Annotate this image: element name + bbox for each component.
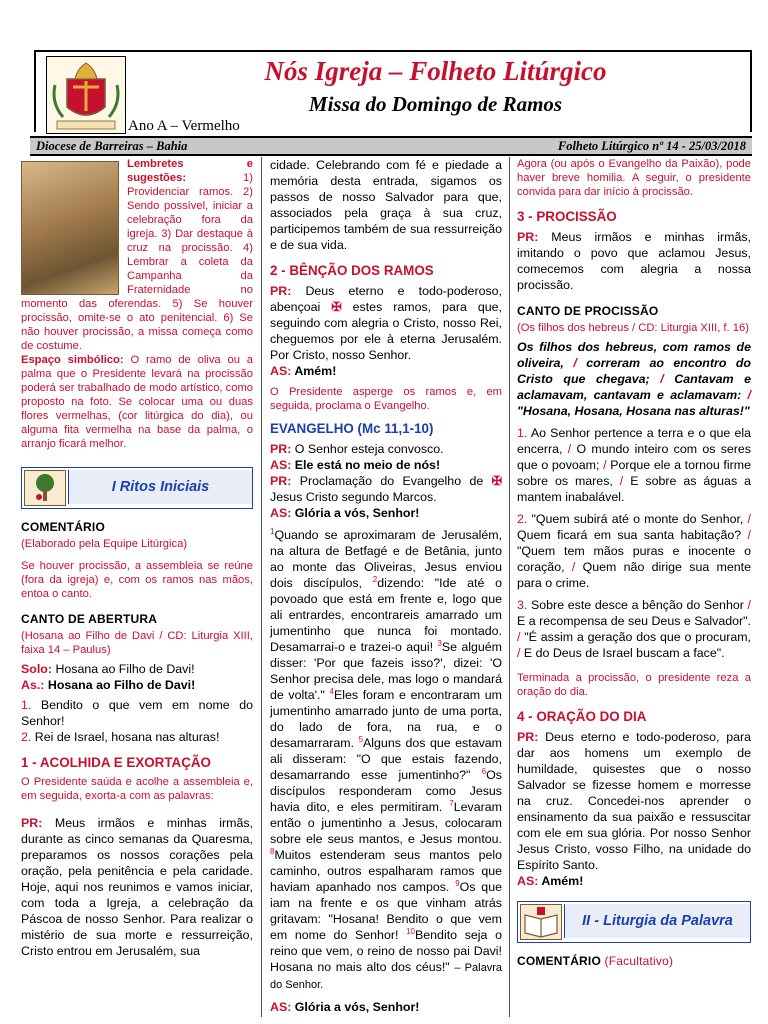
page-subtitle: Missa do Domingo de Ramos [308, 92, 563, 116]
stanza-line: E do Deus de Israel buscam a face". [523, 646, 725, 660]
acolhida-prayer [21, 815, 253, 959]
gospel-text [270, 527, 502, 993]
ev-line [270, 473, 502, 505]
pr-label: PR: [21, 816, 43, 830]
ev-pr2a: Proclamação do Evangelho de [299, 474, 484, 488]
verse-number: 9 [455, 878, 460, 888]
lembretes-label: Lembretes e sugestões: [127, 158, 253, 184]
ev-line [270, 999, 502, 1015]
verse-line: 2. Rei de Israel, hosana nas alturas! [21, 730, 220, 744]
palavra-do-senhor: – Palavra do Senhor. [270, 962, 502, 991]
ritos-iniciais-title: I Ritos Iniciais [68, 470, 252, 504]
pr-label: PR: [517, 230, 539, 244]
ev-pr1: O Senhor esteja convosco. [294, 442, 444, 456]
procissao-prayer [517, 229, 751, 293]
column-divider [261, 157, 262, 1017]
diocese-crest-logo [46, 56, 126, 134]
verse-1: Bendito o que vem em nome do Senhor! [21, 698, 253, 728]
stanza-line: E sobre as águas a mantem inabalável. [517, 474, 751, 504]
lembretes-text: 1) Providenciar ramos. 2) Sendo possível, iniciar a celebração fora da igreja. 3) Dar destaque à cruz na procissão. 4) Lembrar a coleta da Campanha da Fraternidade no momento das oferendas. 5) Se houver procissão, omite-se o ato penitencial. 6) Se não houver procissão, a missa começa como de costume. [21, 172, 253, 352]
tree-icon [24, 470, 66, 506]
slash-separator: / [619, 474, 624, 488]
slash-separator: / [603, 458, 607, 472]
refrao-part: Cantavam e aclamavam, cantavam e aclamavam: [517, 372, 751, 402]
continuation-text: cidade. Celebrando com fé e piedade a memória desta entrada, sigamos os passos de nosso Salvador para que, associados pela graça à sua cruz, participemos também de sua ressurreição e de sua vida. [270, 158, 502, 252]
as-label: As.: [21, 678, 45, 692]
stanza-number: 1. [517, 426, 528, 440]
verse-number: 3 [437, 638, 442, 648]
bencao-text-b: estes ramos, para que, seguindo com alegria o Cristo, nosso Rei, cheguemos por ele à eterna Jerusalém. Por Cristo, nosso Senhor. [270, 300, 502, 362]
verse-number: 1 [270, 526, 275, 536]
stanza-line: "É assim a geração dos que o procuram, [524, 630, 751, 644]
verse-2: Rei de Israel, hosana nas alturas! [34, 730, 220, 744]
column-3 [517, 157, 751, 971]
verse-text: Os discípulos responderam como Jesus havia dito, e eles permitiram. [270, 768, 502, 814]
pr-label: PR: [270, 284, 292, 298]
solo-line [21, 661, 253, 677]
homilia-note: Agora (ou após o Evangelho da Paixão), pode haver breve homilia. A seguir, o presidente convida para dar início à procissão. [517, 158, 751, 198]
refrao [517, 339, 751, 419]
procissao-text: Meus irmãos e minhas irmãs, imitando o povo que aclamou Jesus, comecemos com alegria a nossa procissão. [517, 230, 751, 292]
bencao-prayer [270, 283, 502, 363]
cross-icon: ✠ [491, 474, 503, 488]
acolhida-note: O Presidente saúda e acolhe a assembleia e, em seguida, exorta-a com as palavras: [21, 776, 253, 802]
canto-abertura-heading: CANTO DE ABERTURA [21, 612, 158, 626]
slash-separator: / [747, 388, 751, 402]
pr-label: PR: [270, 442, 292, 456]
as-text: Hosana ao Filho de Davi! [47, 678, 196, 692]
solo-text: Hosana ao Filho de Davi! [55, 662, 195, 676]
as-label: AS: [270, 506, 292, 520]
stanza-2 [517, 511, 751, 591]
terminada-note: Terminada a procissão, o presidente reza a oração do dia. [517, 672, 751, 698]
verse-number: 7 [449, 798, 454, 808]
stanza-line: "Quem tem mãos puras e inocente o coração, [517, 544, 751, 574]
as-label: AS: [270, 1000, 292, 1014]
column-divider [509, 157, 510, 1017]
palm-sunday-image [21, 161, 119, 295]
comentario-heading [517, 953, 751, 969]
refrao-part: correram ao encontro do Cristo que chegava; [517, 356, 752, 386]
as-label: AS: [517, 874, 539, 888]
as-line [270, 363, 502, 379]
cross-icon: ✠ [331, 300, 342, 314]
canto-procissao-ref: (Os filhos dos hebreus / CD: Liturgia XIII, f. 16) [517, 322, 749, 334]
verse-line: 1. Bendito o que vem em nome do Senhor! [21, 698, 253, 728]
stanza-line: Ao Senhor pertence a terra e o que ela encerra, [517, 426, 751, 456]
espaco-text: O ramo de oliva ou a palma que o Presidente levará na procissão poderá ser trabalhado de modo artístico, como proposto na foto. Se colocar uma ou duas flores vermelhas, (cor litúrgica do dia), ou alguma fita vermelha na base da palma, o arranjo ficará melhor. [21, 354, 253, 450]
verse-text: dizendo: "Ide até o povoado que está em frente e, logo que ali entrardes, encontrareis amarrado um jumentinho que nunca foi montado. Desamarrai-o e trazei-o aqui! [270, 576, 502, 654]
acolhida-text: Meus irmãos e minhas irmãs, durante as cinco semanas da Quaresma, preparamos os nossos corações pela oração, pela penitência e pela caridade. Hoje, aqui nos reunimos e vamos iniciar, com toda a Igreja, a celebração da Páscoa de nosso Senhor. Para realizar o mistério de sua morte e ressurreição, Cristo entrou em Jerusalém, sua [21, 816, 253, 958]
ritos-iniciais-box [21, 467, 253, 509]
canto-abertura-ref: (Hosana ao Filho de Davi / CD: Liturgia XIII, faixa 14 – Paulus) [21, 630, 253, 656]
ev-line [270, 441, 502, 457]
bencao-heading: 2 - BÊNÇÃO DOS RAMOS [270, 263, 434, 278]
stanza-number: 2. [517, 512, 528, 526]
solo-label: Solo: [21, 662, 52, 676]
espaco-label: Espaço simbólico: [21, 354, 124, 366]
comentario-note: (Facultativo) [604, 954, 674, 968]
ev-as3: Glória a vós, Senhor! [294, 1000, 420, 1014]
stanza-line: O mundo inteiro com os seres que o povoam; [517, 442, 752, 472]
book-icon [520, 904, 562, 940]
liturgia-palavra-box [517, 901, 751, 943]
asperge-note: O Presidente asperge os ramos e, em seguida, proclama o Evangelho. [270, 386, 502, 412]
liturgical-year: Ano A – Vermelho [128, 118, 240, 134]
verse-number: 2 [372, 574, 378, 584]
ev-pr2b: Jesus Cristo segundo Marcos. [270, 490, 437, 504]
page-title: Nós Igreja – Folheto Litúrgico [264, 56, 607, 86]
liturgia-palavra-title: II - Liturgia da Palavra [564, 904, 750, 938]
slash-separator: / [660, 372, 664, 386]
slash-separator: / [517, 630, 521, 644]
verse-text: Muitos estenderam seus mantos pelo caminho, outros espalharam ramos que haviam apanhado nos campos. [270, 848, 502, 894]
as-label: AS: [270, 458, 292, 472]
canto-procissao-heading: CANTO DE PROCISSÃO [517, 304, 659, 318]
comentario-heading: COMENTÁRIO [21, 520, 105, 534]
as-line [21, 677, 253, 693]
verse-text: Os que iam na frente e os que vinham atrás gritavam: "Hosana! Bendito o que vem em nome do Senhor! [270, 880, 502, 942]
issue-label: Folheto Litúrgico nº 14 - 25/03/2018 [557, 139, 746, 153]
pr-label: PR: [270, 474, 292, 488]
verse-text: Levaram então o jumentinho a Jesus, colocaram sobre ele seus mantos, e Jesus montou. [270, 800, 502, 846]
comentario-text: Se houver procissão, a assembleia se reúne (fora da igreja) e, com os ramos nas mãos, entoa o canto. [21, 560, 253, 600]
ev-as2: Glória a vós, Senhor! [294, 506, 420, 520]
stanza-line: Quem não dirige sua mente para o crime. [517, 560, 751, 590]
ev-as1: Ele está no meio de nós! [294, 458, 441, 472]
stanza-line: Porque ele a tornou firme sobre os mares, [517, 458, 751, 488]
stanza-3 [517, 597, 751, 661]
evangelho-heading: EVANGELHO (Mc 11,1-10) [270, 421, 434, 436]
verse-number: 6 [481, 766, 487, 776]
comentario-label: COMENTÁRIO [517, 954, 601, 968]
info-bar [30, 136, 752, 156]
stanza-line: "Quem subirá até o monte do Senhor, [531, 512, 744, 526]
ev-line [270, 457, 502, 473]
espaco-paragraph [21, 353, 253, 451]
verse-text: Eles foram e encontraram um jumentinho amarrado junto de uma porta, do lado de fora, na rua, e o desamarraram. [270, 688, 502, 750]
verse-text: Quando se aproximaram de Jerusalém, na altura de Betfagé e de Betânia, junto ao monte das Oliveiras, Jesus enviou dois discípulos, [270, 528, 502, 590]
column-2 [270, 157, 502, 1015]
procissao-heading: 3 - PROCISSÃO [517, 209, 617, 224]
as-label: AS: [270, 364, 292, 378]
stanza-line: Quem ficará em sua santa habitação? [517, 528, 742, 542]
as-line [517, 873, 751, 889]
refrao-part: "Hosana, Hosana, Hosana nas alturas!" [517, 404, 750, 418]
diocese-label: Diocese de Barreiras – Bahia [36, 139, 188, 153]
verse-number: 5 [358, 734, 364, 744]
amen-text: Amém! [294, 364, 337, 378]
column-1 [21, 157, 253, 959]
stanza-line: Sobre este desce a bênção do Senhor [531, 598, 744, 612]
pr-label: PR: [517, 730, 539, 744]
acolhida-heading: 1 - ACOLHIDA E EXORTAÇÃO [21, 755, 211, 770]
slash-separator: / [571, 560, 576, 574]
ev-line [270, 505, 502, 521]
amen-text: Amém! [541, 874, 584, 888]
slash-separator: / [567, 442, 572, 456]
verse-number: 4 [329, 686, 334, 696]
oracao-prayer [517, 729, 751, 873]
verse-text: Se alguém disser: 'Por que fazeis isso?', dizei: 'O Senhor precisa dele, mas logo o mandará de volta'." [270, 640, 502, 702]
verse-number: 8 [270, 846, 275, 856]
bencao-text-a: Deus eterno e todo-poderoso, abençoai [270, 284, 502, 314]
stanza-line: E a recompensa de seu Deus e Salvador". [517, 614, 751, 628]
slash-separator: / [517, 646, 521, 660]
header-box [34, 50, 752, 132]
comentario-note: (Elaborado pela Equipe Litúrgica) [21, 538, 188, 550]
slash-separator: / [747, 512, 751, 526]
slash-separator: / [747, 598, 751, 612]
verse-number: 10 [406, 926, 416, 936]
stanza-1 [517, 425, 751, 505]
oracao-text: Deus eterno e todo-poderoso, para dar aos homens um exemplo de humildade, quisestes que o nosso Salvador se fizesse homem e morresse na cruz. Concedei-nos aprender o ensinamento da sua paixão e ressuscitar com ele em sua glória. Por nosso Senhor Jesus Cristo, vosso Filho, na unidade do Espírito Santo. [517, 730, 751, 872]
slash-separator: / [573, 356, 577, 370]
verse-text: Bendito seja o reino que vem, o reino de nosso pai Davi! Hosana no mais alto dos céus!" [270, 928, 503, 974]
refrao-part: Os filhos dos hebreus, com ramos de oliveira, [517, 340, 751, 370]
verse-text: Alguns dos que estavam ali disseram: "O que estais fazendo, desamarrando esse jumentinho?" [270, 736, 502, 782]
stanza-number: 3. [517, 598, 528, 612]
slash-separator: / [747, 528, 751, 542]
oracao-heading: 4 - ORAÇÃO DO DIA [517, 709, 647, 724]
